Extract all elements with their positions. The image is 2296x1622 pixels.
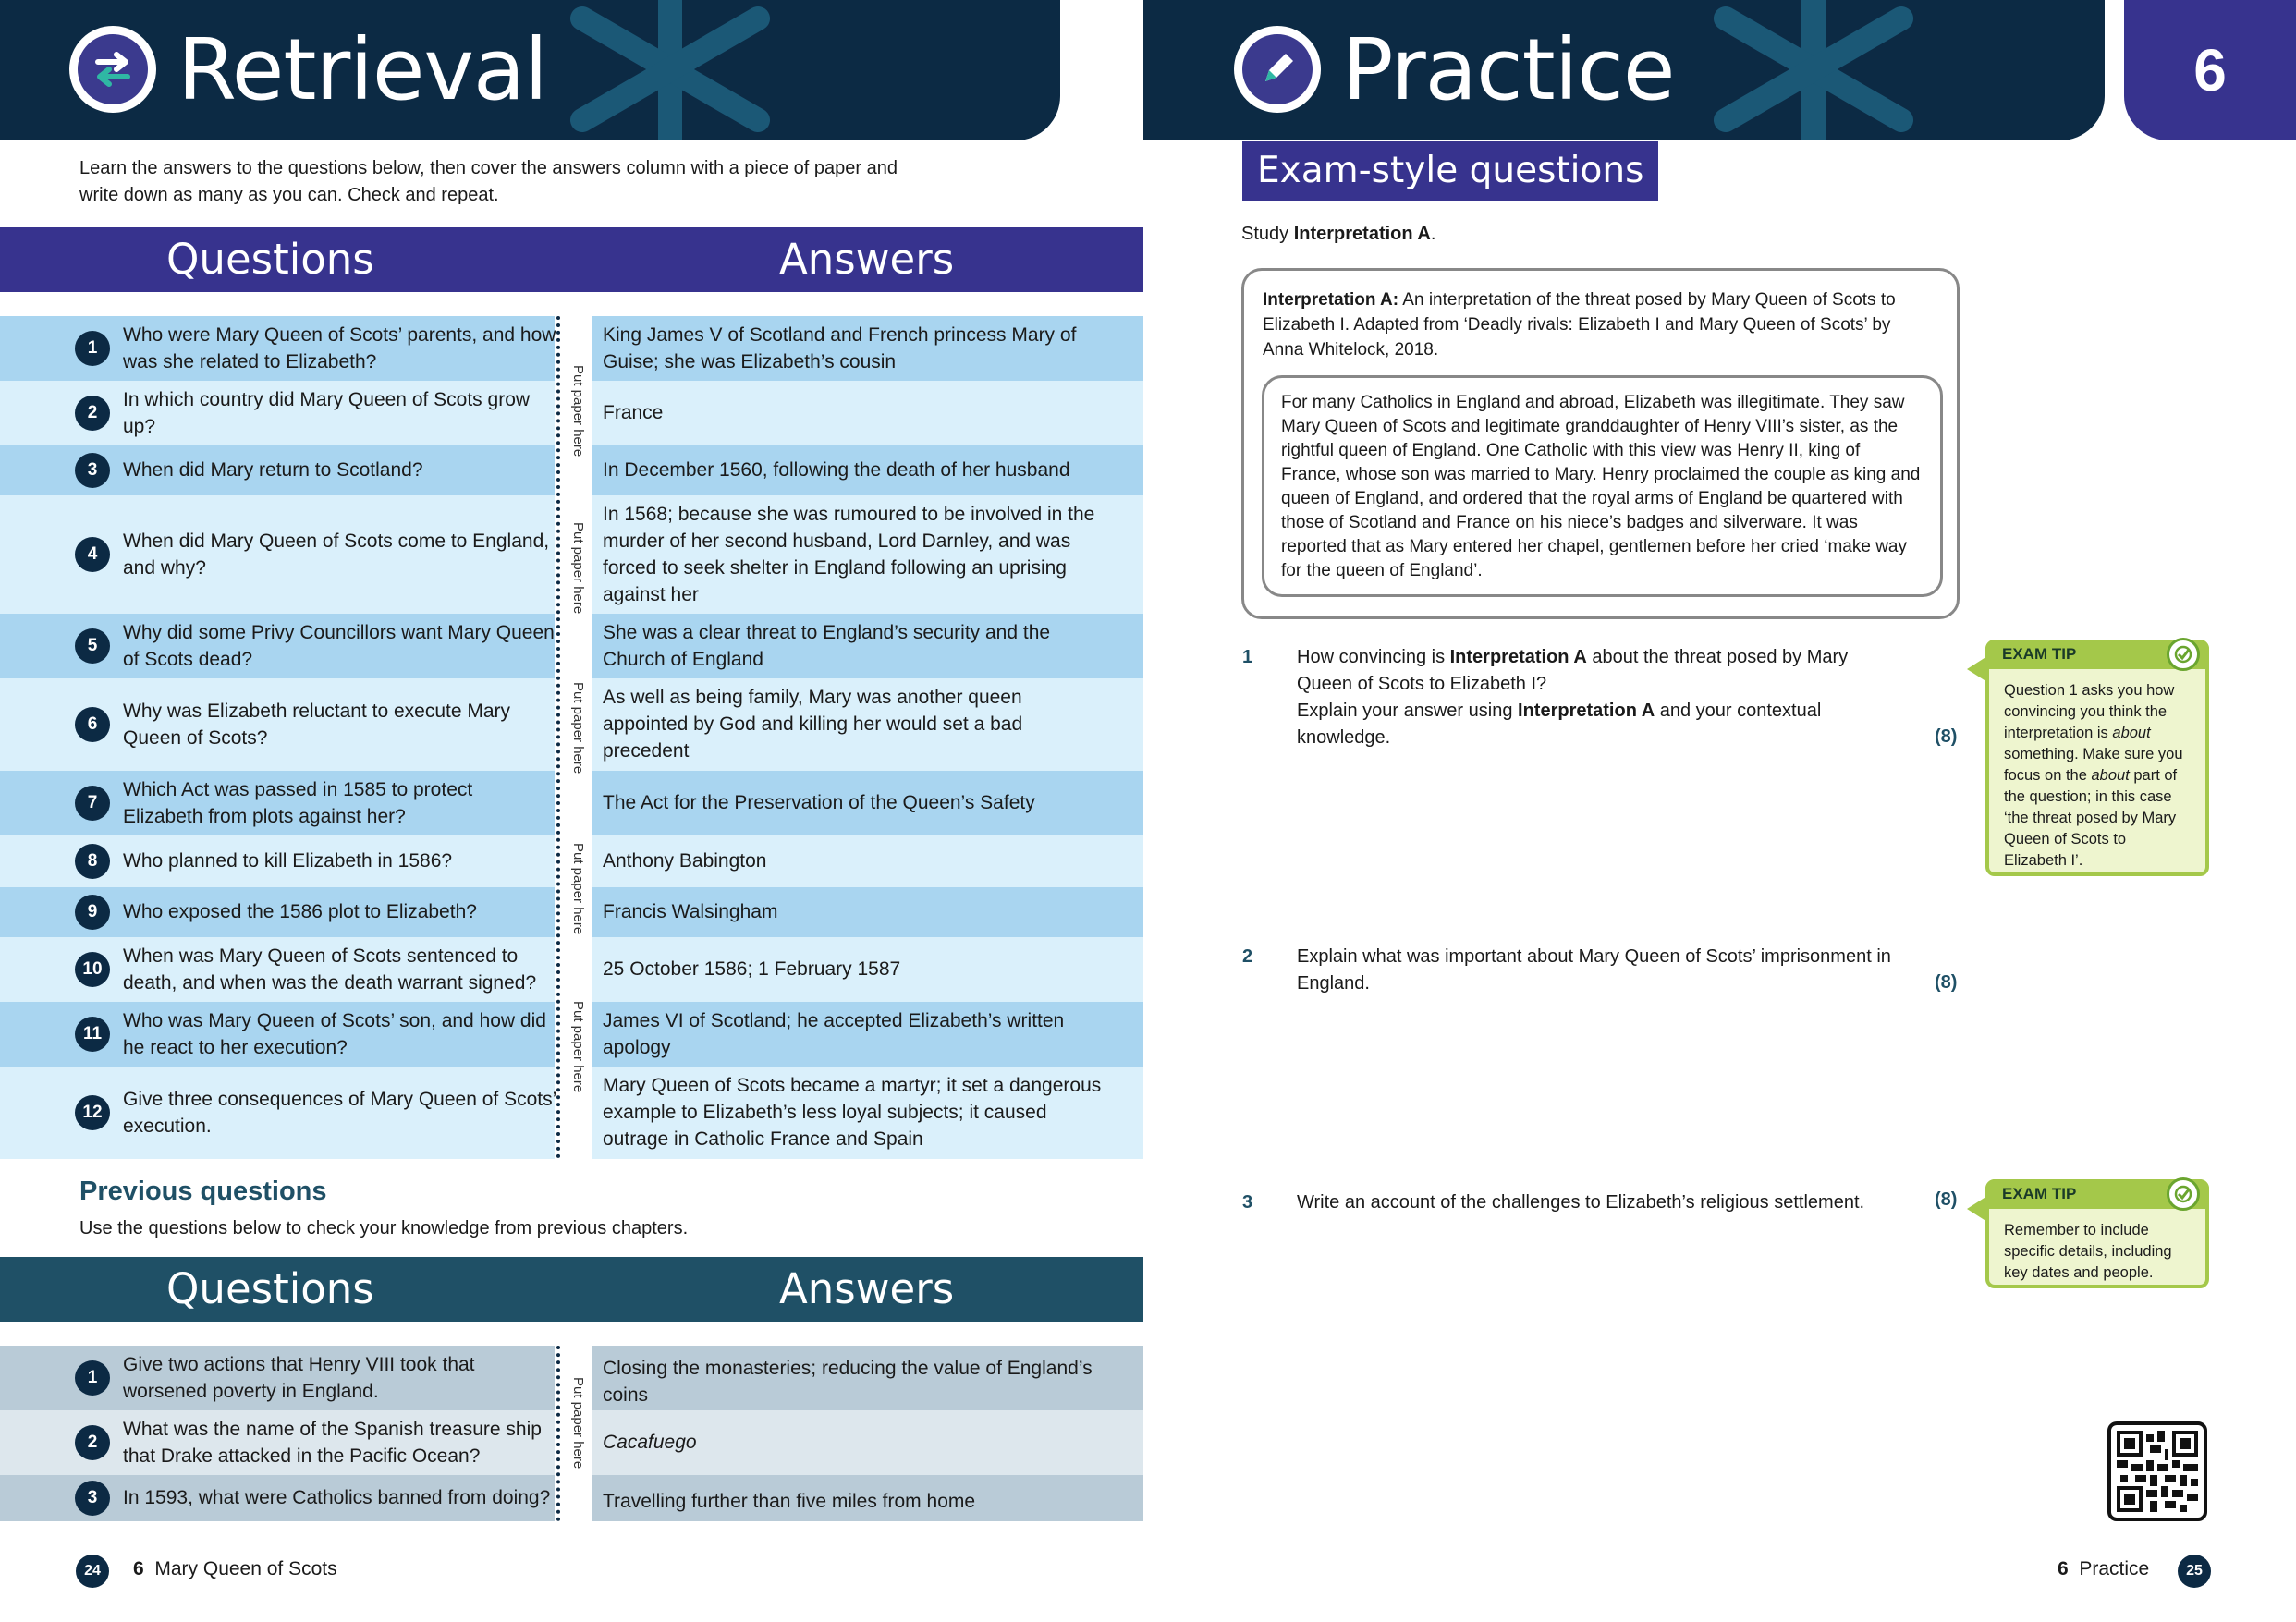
question-number: 9 xyxy=(75,895,110,930)
question-text: Give three consequences of Mary Queen of Scots’ execution. xyxy=(123,1089,556,1137)
practice-header xyxy=(1143,0,2105,140)
put-paper-label: Put paper here xyxy=(570,1377,586,1470)
retrieval-table-header xyxy=(0,227,1143,292)
table-row xyxy=(0,1475,1143,1521)
marks-label: (8) xyxy=(1935,1189,1958,1210)
retrieval-header xyxy=(0,0,1060,140)
retrieval-intro: Learn the answers to the questions below, then cover the answers column with a piece of paper and write down as many as you can. Check and repeat. xyxy=(79,158,898,205)
target-tick-icon xyxy=(2167,1177,2200,1211)
answer-text: Francis Walsingham xyxy=(603,901,778,922)
previous-table-header xyxy=(0,1257,1143,1322)
exam-tip-label: EXAM TIP xyxy=(1985,1179,2209,1209)
question-text: Why was Elizabeth reluctant to execute Mary Queen of Scots? xyxy=(123,701,511,749)
answer-text: Mary Queen of Scots became a martyr; it set a dangerous example to Elizabeth’s less loyal subjects; it caused outrage in Catholic France and Spain xyxy=(603,1075,1102,1150)
target-tick-icon xyxy=(2167,638,2200,671)
decorative-star-icon xyxy=(1661,0,1966,140)
question-number: 8 xyxy=(75,844,110,879)
left-page-number: 24 xyxy=(76,1555,109,1588)
interpretation-description: Interpretation A: An interpretation of the threat posed by Mary Queen of Scots to Elizabeth I. Adapted from ‘Deadly rivals: Elizabeth I and Mary Queen of Scots’ by Anna Whitelock, 2018. xyxy=(1263,290,1896,360)
question-number: 2 xyxy=(75,396,110,431)
question-text: How convincing is Interpretation A about the threat posed by Mary Queen of Scots to Elizabeth I? Explain your answer using Interpretation A and your contextual knowledge. xyxy=(1297,647,1849,748)
question-text: Who exposed the 1586 plot to Elizabeth? xyxy=(123,901,477,922)
exam-tip-label: EXAM TIP xyxy=(1985,640,2209,669)
question-text: Who planned to kill Elizabeth in 1586? xyxy=(123,850,453,872)
right-footer-title: 6 Practice xyxy=(2058,1558,2150,1579)
put-paper-label: Put paper here xyxy=(570,522,586,615)
question-number: 11 xyxy=(75,1017,110,1052)
left-footer-title: 6 Mary Queen of Scots xyxy=(133,1558,337,1579)
question-number: 3 xyxy=(75,453,110,488)
right-page-number: 25 xyxy=(2178,1555,2211,1588)
question-text: Why did some Privy Councillors want Mary Queen of Scots dead? xyxy=(123,622,555,670)
question-text: What was the name of the Spanish treasure ship that Drake attacked in the Pacific Ocean? xyxy=(123,1419,542,1467)
answer-text: Travelling further than five miles from home xyxy=(603,1491,976,1512)
answer-text: 25 October 1586; 1 February 1587 xyxy=(603,958,901,980)
table-row xyxy=(0,937,1143,1002)
question-number: 2 xyxy=(75,1425,110,1460)
question-text: Which Act was passed in 1585 to protect Elizabeth from plots against her? xyxy=(123,779,473,827)
question-text: Who was Mary Queen of Scots’ son, and how did he react to her execution? xyxy=(123,1010,546,1058)
questions-heading: Questions xyxy=(166,1264,374,1313)
chapter-number: 6 xyxy=(2124,0,2296,140)
question-number: 6 xyxy=(75,707,110,742)
question-text: When was Mary Queen of Scots sentenced to death, and when was the death warrant signed? xyxy=(123,945,537,994)
question-number: 5 xyxy=(75,628,110,664)
cover-dotted-line xyxy=(556,316,560,1159)
tip-pointer xyxy=(1967,656,1987,682)
question-number: 3 xyxy=(1242,1192,1253,1213)
answers-heading: Answers xyxy=(779,1264,955,1313)
question-text: In which country did Mary Queen of Scots grow up? xyxy=(123,389,531,437)
exam-tip-box xyxy=(1985,640,2209,876)
previous-questions-heading: Previous questions xyxy=(79,1177,327,1206)
tip-pointer xyxy=(1967,1196,1987,1222)
question-number: 10 xyxy=(75,952,110,987)
questions-heading: Questions xyxy=(166,235,374,284)
question-number: 4 xyxy=(75,537,110,572)
answer-text: The Act for the Preservation of the Queen’s Safety xyxy=(603,792,1035,813)
swap-arrows-icon xyxy=(87,43,139,95)
practice-badge xyxy=(1234,26,1321,113)
marks-label: (8) xyxy=(1935,972,1958,993)
study-instruction: Study Interpretation A. xyxy=(1241,224,1436,244)
question-number: 3 xyxy=(75,1481,110,1516)
decorative-star-icon xyxy=(518,0,823,140)
exam-style-heading: Exam-style questions xyxy=(1242,141,1658,201)
answer-text: In December 1560, following the death of her husband xyxy=(603,459,1070,481)
exam-tip-text: Remember to include specific details, including key dates and people. xyxy=(2004,1222,2172,1281)
question-text: Who were Mary Queen of Scots’ parents, and how was she related to Elizabeth? xyxy=(123,324,556,372)
question-number: 1 xyxy=(1242,647,1253,667)
question-number: 2 xyxy=(1242,946,1253,967)
table-row xyxy=(0,614,1143,678)
qr-code-icon[interactable] xyxy=(2107,1421,2207,1521)
exam-tip-text: Question 1 asks you how convincing you think the interpretation is about something. Make sure you focus on the about part of the question; in this case ‘the threat posed by Mary Queen of Scots to Elizabeth I’. xyxy=(2004,682,2183,869)
question-number: 1 xyxy=(75,1360,110,1396)
question-text: Explain what was important about Mary Queen of Scots’ imprisonment in England. xyxy=(1297,946,1891,994)
answer-text: France xyxy=(603,402,664,423)
table-row xyxy=(0,771,1143,835)
question-text: When did Mary Queen of Scots come to England, and why? xyxy=(123,531,550,579)
question-text: When did Mary return to Scotland? xyxy=(123,459,423,481)
answers-heading: Answers xyxy=(779,235,955,284)
answer-text: In 1568; because she was rumoured to be involved in the murder of her second husband, Lord Darnley, and was forced to seek shelter in England following an uprising against her xyxy=(603,504,1095,605)
answer-text: James VI of Scotland; he accepted Elizabeth’s written apology xyxy=(603,1010,1065,1058)
interpretation-text: For many Catholics in England and abroad, Elizabeth was illegitimate. They saw Mary Queen of Scots and legitimate granddaughter of Henry VIII’s sister, as the rightful queen of England. One Catholic with this view was Henry II, king of France, whose son was married to Mary. Henry proclaimed the couple as king and queen of England, and ordered that the royal arms of England be quartered with those of Scotland and France on his niece’s badges and silverware. It was reported that as Mary entered her chapel, gentlemen before her cried ‘make way for the queen of England’. xyxy=(1262,375,1943,597)
cover-dotted-line xyxy=(556,1346,560,1521)
answer-text: King James V of Scotland and French princess Mary of Guise; she was Elizabeth’s cousin xyxy=(603,324,1077,372)
exam-tip-box xyxy=(1985,1179,2209,1288)
answer-text: She was a clear threat to England’s security and the Church of England xyxy=(603,622,1051,670)
retrieval-badge xyxy=(69,26,156,113)
put-paper-label: Put paper here xyxy=(570,682,586,774)
question-text: Write an account of the challenges to Elizabeth’s religious settlement. xyxy=(1297,1192,1865,1213)
retrieval-title: Retrieval xyxy=(177,20,547,119)
question-number: 1 xyxy=(75,331,110,366)
put-paper-label: Put paper here xyxy=(570,365,586,457)
put-paper-label: Put paper here xyxy=(570,843,586,935)
put-paper-label: Put paper here xyxy=(570,1001,586,1093)
answer-text: Closing the monasteries; reducing the value of England’s coins xyxy=(603,1358,1093,1406)
answer-text: As well as being family, Mary was another queen appointed by God and killing her would set a bad precedent xyxy=(603,687,1023,762)
marks-label: (8) xyxy=(1935,726,1958,747)
question-text: In 1593, what were Catholics banned from doing? xyxy=(123,1487,551,1508)
question-number: 7 xyxy=(75,786,110,821)
answer-text: Cacafuego xyxy=(603,1432,697,1453)
question-number: 12 xyxy=(75,1095,110,1130)
previous-questions-subtext: Use the questions below to check your knowledge from previous chapters. xyxy=(79,1218,689,1238)
pencil-icon xyxy=(1252,44,1302,94)
practice-title: Practice xyxy=(1342,20,1675,119)
question-text: Give two actions that Henry VIII took that worsened poverty in England. xyxy=(123,1354,475,1402)
answer-text: Anthony Babington xyxy=(603,850,767,872)
